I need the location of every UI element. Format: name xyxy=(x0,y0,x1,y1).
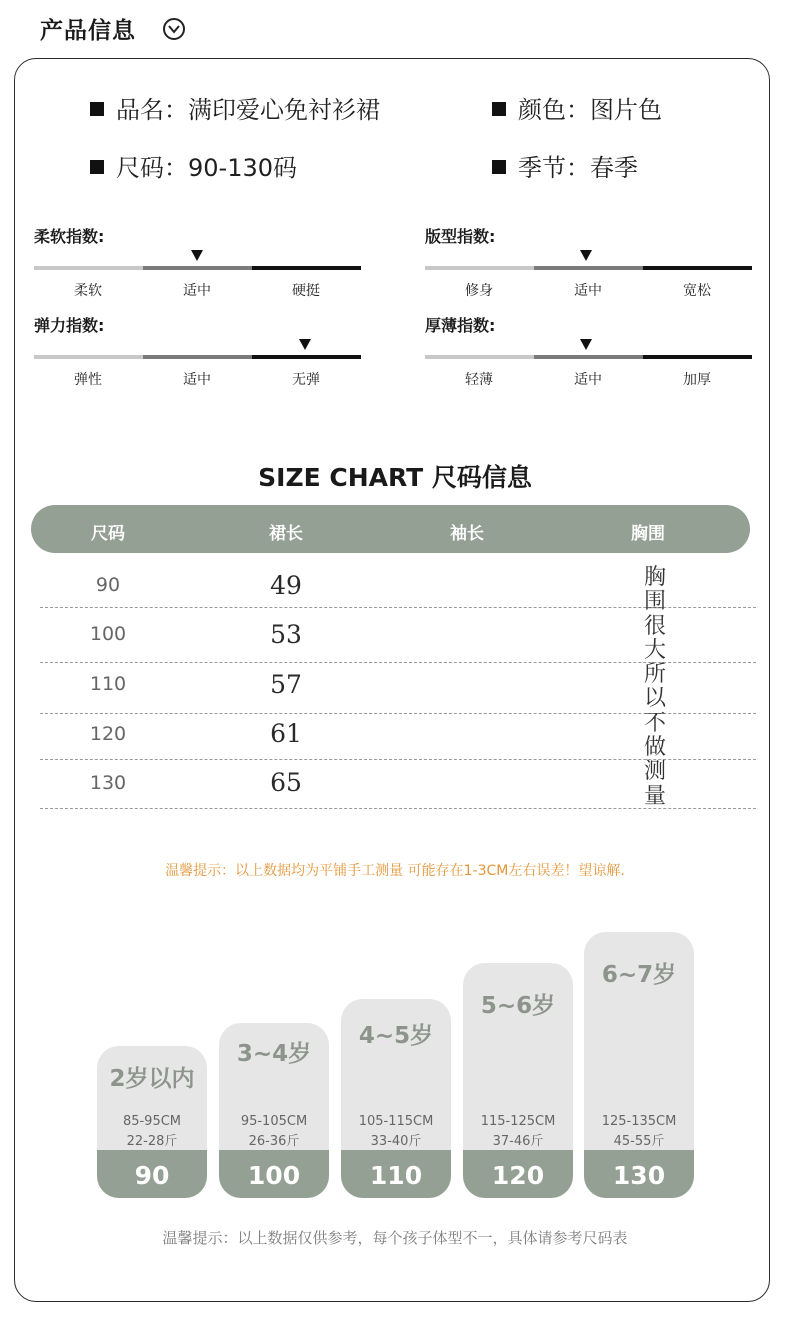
scale-segment-high xyxy=(643,266,752,270)
info-season xyxy=(492,148,638,183)
weight-range: 45-55斤 xyxy=(613,1134,665,1149)
scale-label: 柔软 xyxy=(74,283,102,299)
age-label: 3~4岁 xyxy=(236,1041,312,1067)
scale-label: 硬挺 xyxy=(292,283,320,299)
age-block xyxy=(463,963,573,1198)
row-size: 120 xyxy=(89,723,127,745)
row-length: 57 xyxy=(270,670,302,699)
info-color-text: 颜色：图片色 xyxy=(518,96,662,124)
scale-segment-low xyxy=(425,355,534,359)
scale-segment-mid xyxy=(143,355,252,359)
row-size: 90 xyxy=(95,574,121,596)
scale-label: 修身 xyxy=(465,283,493,299)
bullet-square-icon xyxy=(90,102,104,116)
scale-segment-mid xyxy=(534,266,643,270)
info-name-text: 品名：满印爱心免衬衫裙 xyxy=(116,96,380,124)
chevron-down-circle-icon[interactable] xyxy=(163,18,185,40)
row-size: 110 xyxy=(89,673,127,695)
scale-label: 无弹 xyxy=(292,372,320,388)
scale-segment-mid xyxy=(534,355,643,359)
height-range: 105-115CM xyxy=(358,1114,434,1129)
scale-label: 适中 xyxy=(574,283,602,299)
index-title: 柔软指数: xyxy=(34,227,105,246)
size-number: 130 xyxy=(612,1161,666,1190)
header-chest: 胸围 xyxy=(631,524,665,544)
height-range: 85-95CM xyxy=(122,1114,182,1129)
weight-range: 26-36斤 xyxy=(248,1134,300,1149)
bullet-square-icon xyxy=(492,102,506,116)
scale-label: 轻薄 xyxy=(465,372,493,388)
row-length: 61 xyxy=(270,719,302,748)
scale-label: 宽松 xyxy=(683,283,711,299)
size-chart-title: SIZE CHART 尺码信息 xyxy=(258,463,532,492)
age-label: 6~7岁 xyxy=(601,962,677,988)
info-color xyxy=(492,90,662,125)
size-footer xyxy=(219,1150,329,1198)
header-sleeve: 袖长 xyxy=(450,524,484,544)
size-footer xyxy=(97,1150,207,1198)
scale-label: 加厚 xyxy=(683,372,711,388)
chest-note: 胸围很大所以不做测量 xyxy=(643,565,666,809)
row-length: 65 xyxy=(270,768,302,797)
page-title: 产品信息 xyxy=(40,18,136,44)
scale-segment-low xyxy=(34,355,143,359)
measure-tip: 温馨提示：以上数据均为平铺手工测量 可能存在1-3CM左右误差！望谅解. xyxy=(165,863,625,879)
age-block xyxy=(219,1023,329,1198)
row-size: 100 xyxy=(89,623,127,645)
info-size xyxy=(90,148,297,183)
scale-segment-high xyxy=(252,266,361,270)
height-range: 95-105CM xyxy=(240,1114,308,1129)
height-range: 125-135CM xyxy=(601,1114,677,1129)
scale-label: 适中 xyxy=(183,283,211,299)
scale-segment-high xyxy=(252,355,361,359)
scale-segment-low xyxy=(34,266,143,270)
age-label: 4~5岁 xyxy=(358,1023,434,1049)
scale-segment-low xyxy=(425,266,534,270)
index-marker-icon xyxy=(580,339,592,350)
scale-segment-high xyxy=(643,355,752,359)
bullet-square-icon xyxy=(90,160,104,174)
scale-label: 适中 xyxy=(183,372,211,388)
index-marker-icon xyxy=(191,250,203,261)
size-footer xyxy=(341,1150,451,1198)
size-footer xyxy=(584,1150,694,1198)
age-block xyxy=(97,1046,207,1198)
row-size: 130 xyxy=(89,772,127,794)
index-title: 弹力指数: xyxy=(34,316,105,335)
scale-label: 适中 xyxy=(574,372,602,388)
age-label: 2岁以内 xyxy=(109,1066,195,1092)
index-fit xyxy=(425,224,755,304)
weight-range: 37-46斤 xyxy=(492,1134,544,1149)
index-marker-icon xyxy=(580,250,592,261)
size-number: 90 xyxy=(134,1161,170,1190)
age-block xyxy=(341,999,451,1198)
weight-range: 33-40斤 xyxy=(370,1134,422,1149)
age-block xyxy=(584,932,694,1198)
row-length: 53 xyxy=(270,620,302,649)
header-size: 尺码 xyxy=(91,524,125,544)
reference-tip: 温馨提示：以上数据仅供参考，每个孩子体型不一，具体请参考尺码表 xyxy=(162,1229,628,1247)
info-season-text: 季节：春季 xyxy=(518,154,638,182)
size-number: 120 xyxy=(491,1161,545,1190)
size-number: 110 xyxy=(369,1161,423,1190)
index-softness xyxy=(34,224,364,304)
age-label: 5~6岁 xyxy=(480,993,556,1019)
weight-range: 22-28斤 xyxy=(126,1134,178,1149)
index-thickness xyxy=(425,313,755,393)
index-title: 厚薄指数: xyxy=(425,316,496,335)
index-elasticity xyxy=(34,313,364,393)
scale-label: 弹性 xyxy=(74,372,102,388)
size-number: 100 xyxy=(247,1161,301,1190)
index-title: 版型指数: xyxy=(425,227,496,246)
size-chart-header xyxy=(31,505,750,553)
header-length: 裙长 xyxy=(269,524,303,544)
size-footer xyxy=(463,1150,573,1198)
height-range: 115-125CM xyxy=(480,1114,556,1129)
info-size-text: 尺码：90-130码 xyxy=(116,154,298,182)
row-length: 49 xyxy=(270,571,302,600)
info-name xyxy=(90,90,380,125)
bullet-square-icon xyxy=(492,160,506,174)
index-marker-icon xyxy=(299,339,311,350)
scale-segment-mid xyxy=(143,266,252,270)
